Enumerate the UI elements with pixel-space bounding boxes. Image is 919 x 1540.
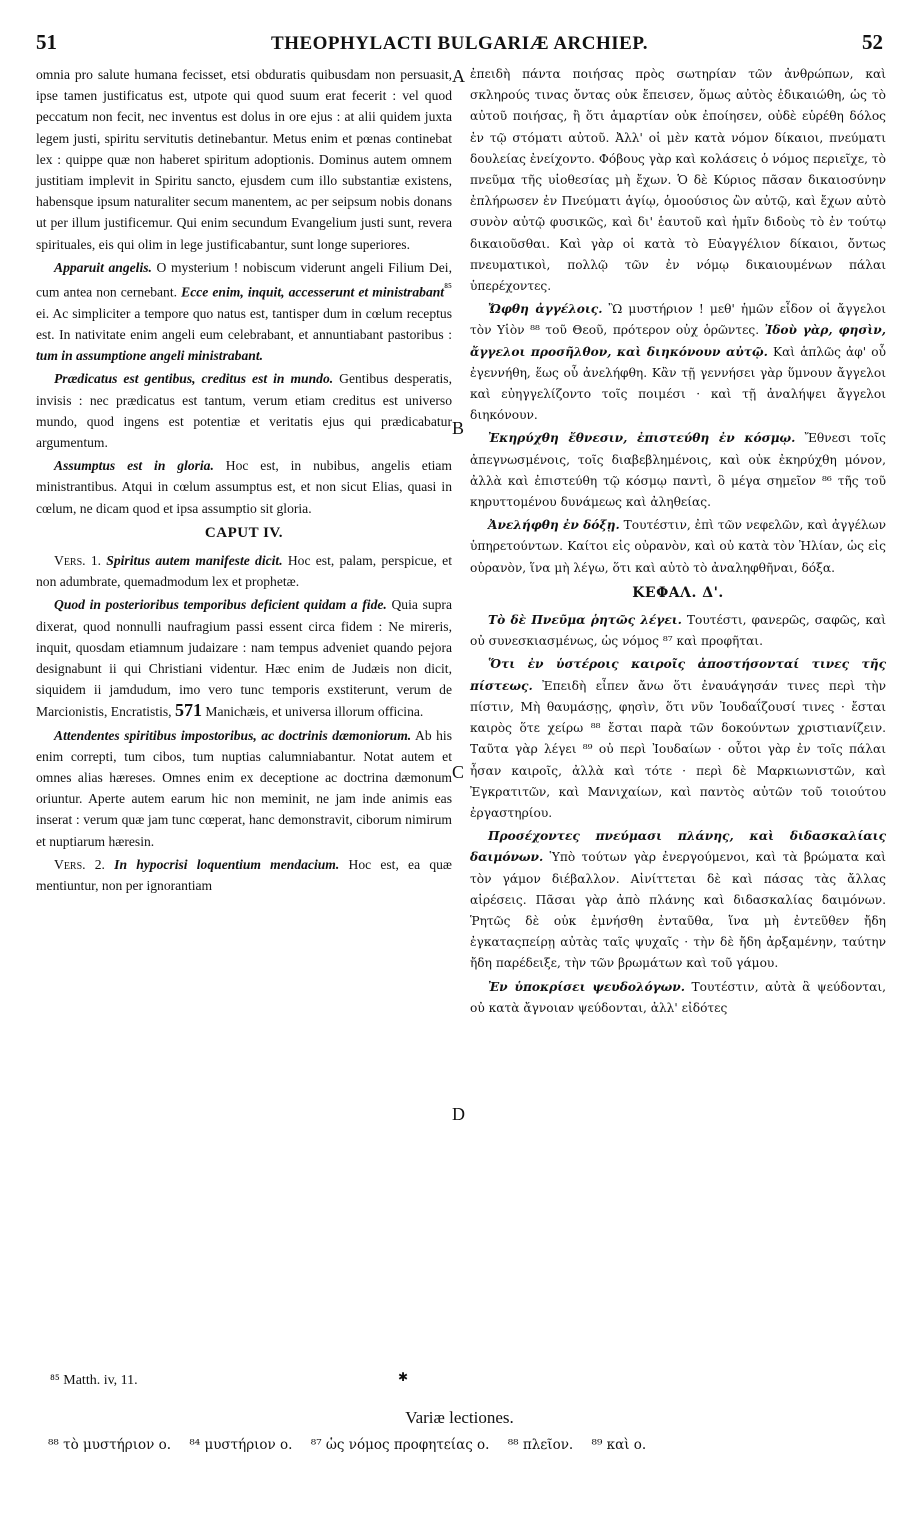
right-page-number: 52 (861, 30, 883, 54)
greek-paragraph: Ὤφθη ἀγγέλοις. Ὢ μυστήριον ! μεθ' ἡμῶν εἶδον οἱ ἄγγελοι τὸν Υἱὸν ⁸⁸ τοῦ Θεοῦ, πρότερον οὐχ ὁρῶντες. Ἰδοὺ γὰρ, φησὶν, ἄγγελοι προσῆλθον, καὶ διηκόνουν αὐτῷ. Καὶ ἁπλῶς ἀφ' οὗ ἐγεννήθη, ἕως οὗ ἀνελήφθη. Κἂν τῇ γεννήσει γὰρ ὕμνουν ἄγγελοι καὶ εὐηγγελίζοντο τοῖς ποιμέσι · καὶ τῇ ἀναλήψει ἄγγελοι διηκόνουν. (470, 302, 887, 423)
column-number: 571 (174, 700, 202, 721)
latin-paragraph: Assumptus est in gloria. Hoc est, in nubibus, angelis etiam ministrantibus. Atqui in cœlum assumptus est, et non sicut Elias, quasi in cœlum, ne dicam quod et ipsa assumptio sit gloria. (36, 458, 452, 516)
margin-mark-d: D (452, 1104, 465, 1124)
variant-reading: ⁸⁸ τὸ μυστήριον ο. (48, 1437, 172, 1453)
running-header (36, 30, 883, 62)
asterisk-ornament: ✱ (398, 1370, 409, 1384)
greek-paragraph: Ὅτι ἐν ὑστέροις καιροῖς ἀποστήσονταί τινες τῆς πίστεως. Ἐπειδὴ εἶπεν ἄνω ὅτι ἐναυάγησάν τινες περὶ τὴν πίστιν, Μὴ θαυμάσῃς, φησὶν, ὅτι νῦν Ἰουδαΐζουσί τινες · ἔσται καιρὸς ὅτε χείρω ⁸⁸ ἔσται παρὰ τῶν δοκούντων χριστιανίζειν. Ταῦτα γὰρ λέγει ⁸⁹ οὐ περὶ Ἰουδαίων · οὗτοι γὰρ ἐν τοῖς πάλαι ἦσαν καιροῖς, ἀλλὰ καὶ τότε · περὶ δὲ Μαρκιωνιστῶν, καὶ Ἐγκρατιτῶν, καὶ Μανιχαίων, καὶ παντὸς αὐτῶν τοῦ τοιούτου ἐργαστηρίου. (470, 657, 887, 820)
latin-paragraph: Apparuit angelis. O mysterium ! nobiscum viderunt angeli Filium Dei, cum antea non cernebant. Ecce enim, inquit, accesserunt et ministrabant$^{^{85}}$ ei. Ac simpliciter a tempore quo natus est, tantisper dum in cœlum receptus est. In nativitate enim angeli eum celebrabant, et annuntiabant pastoribus : tum in assumptione angeli ministrabant. (36, 259, 452, 364)
latin-chapter-heading: CAPUT IV. (204, 524, 284, 541)
greek-paragraph: Ἀνελήφθη ἐν δόξῃ. Τουτέστιν, ἐπὶ τῶν νεφελῶν, καὶ ἀγγέλων ὑπηρετούντων. Καίτοι εἰς οὐρανὸν, καὶ οὐ κατὰ τὸν Ἠλίαν, ὡς εἰς οὐρανὸν, ἵνα μὴ λέγω, ὅτι καὶ αὐτὸ τὸ ἀναληφθῆναι, δόξα. (470, 518, 887, 575)
greek-paragraph: Τὸ δὲ Πνεῦμα ῥητῶς λέγει. Τουτέστι, φανερῶς, σαφῶς, καὶ οὐ συνεσκιασμένως, ὡς νόμος ⁸⁷ καὶ προφῆται. (470, 613, 886, 649)
variant-reading: ⁸⁴ μυστήριον ο. (189, 1437, 293, 1453)
margin-mark-b: B (452, 418, 465, 438)
variant-reading: ⁸⁸ πλεῖον. (507, 1437, 574, 1453)
margin-mark-a: A (452, 66, 465, 86)
latin-paragraph: Prædicatus est gentibus, creditus est in mundo. Gentibus desperatis, invisis : nec prædicatus est tantum, verum etiam creditus est universo mundo, quod ingens est potentiæ et veritatis ejus qui prædicabatur argumentum. (36, 371, 452, 450)
latin-paragraph: Vers. 1. Spiritus autem manifeste dicit. Hoc est, palam, perspicue, et non adumbrate, quemadmodum lex et prophetæ. (36, 553, 452, 590)
footnote: ⁸⁵ Matth. iv, 11. (50, 1373, 138, 1388)
greek-paragraph: ἐπειδὴ πάντα ποιήσας πρὸς σωτηρίαν τῶν ἀνθρώπων, καὶ σκληρούς τινας ὄντας οὐκ ἔπεισεν, ὅμως αὐτὸς ἐδικαιώθη, ὡς τὸ αὐτοῦ ποιήσας, ἢ ὅτι ἁμαρτίαν οὐκ ἐποίησεν, οὐδὲ εὑρέθη δόλος ἐν τῷ στόματι αὐτοῦ. Ἀλλ' οἱ μὲν κατὰ νόμον δίκαιοι, πνεύματι δουλείας ἐνείχοντο. Φόβους γὰρ καὶ κολάσεις ὁ νόμος περιεῖχε, τὸ πνεῦμα τῆς υἱοθεσίας μὴ ἔχων. Ὁ δὲ Κύριος πᾶσαν δικαιοσύνην ἐπλήρωσεν ἐν Πνεύματι ἁγίῳ, ὁμοούσιος ὢν αὐτῷ, καὶ ἔχων αὐτὸ συνὸν αὐτῷ φυσικῶς, καὶ δι' ἑαυτοῦ καὶ ἡμῖν διδοὺς τὸ ἐν τούτῳ δικαιοῦσθαι. Καὶ γὰρ οἱ κατὰ τὸ Εὐαγγέλιον δίκαιοι, ὄντως πνευματικοὶ, πολλῷ τῶν ἐν νόμῳ δικαιουμένων πάλαι ὑπερέχοντες. (470, 67, 886, 294)
variant-reading: ⁸⁷ ὡς νόμος προφητείας ο. (310, 1437, 490, 1453)
latin-column (36, 64, 452, 898)
greek-paragraph: Ἐκηρύχθη ἔθνεσιν, ἐπιστεύθη ἐν κόσμῳ. Ἔθνεσι τοῖς ἀπεγνωσμένοις, τοῖς διαβεβλημένοις, καὶ οὐκ ἐκηρύχθη μόνον, ἀλλὰ καὶ ἐπιστεύθη τῷ κόσμῳ παντὶ, ὃ μέγα σημεῖον ⁸⁶ τῆς τοῦ κηρυττομένου δυνάμεως καὶ ἀληθείας. (470, 431, 886, 510)
greek-column (470, 64, 886, 1021)
latin-paragraph: Attendentes spiritibus impostoribus, ac doctrinis dæmoniorum. Ab his enim correpti, tum cibos, tum nuptias calumniabantur. Notat autem et omnes alias hæreses. Omnes enim ex deceptione ac doctrina dæmonum oriuntur. Aperte autem earum hic non meminit, ne jam inde animis eas inserat : verum quæ jam tunc cœperat, hanc demonstravit, ciborum nimirum et nuptiarum hæresin. (36, 727, 452, 849)
latin-paragraph: omnia pro salute humana fecisset, etsi obduratis quibusdam non persuasit, ipse tamen justificatus est, utpote qui quod suum erat fecerit : vel quod peccatum non fecit, nec inventus est dolus in ore ejus : at alii quidem juxta legem justi, spiritu servitutis detinebantur. Metus enim et pœnas continebat lex : quippe quæ non haberet spiritum adoptionis. Dominus autem omnem justitiam implevit in Spiritu sancto, ejusdem cum illo substantiæ existens, habensque ipsum naturaliter secum manentem, ac per seipsum nobis donans ut per illum justificemur. Qui enim secundum Evangelium justi sunt, revera spirituales, eis qui olim in lege justificabantur, sunt longe superiores. (36, 67, 452, 252)
variant-readings (48, 1437, 883, 1453)
greek-paragraph: Ἐν ὑποκρίσει ψευδολόγων. Τουτέστιν, αὐτὰ ἃ ψεύδονται, οὐ κατὰ ἄγνοιαν ψεύδονται, ἀλλ' εἰδότες (470, 979, 887, 1015)
running-title: THEOPHYLACTI BULGARIÆ ARCHIEP. (271, 33, 648, 54)
latin-paragraph: Quod in posterioribus temporibus deficient quidam a fide. Quia supra dixerat, quod nonnulli naufragium passi essent circa fidem : Ne mireris, inquit, quosdam etiamnum judaizare : nam tempus adveniet quando pejora designabunt ii qui Christiani videntur. Hæc enim de Judæis non dicit, siquidem ii jamdudum, imo vero tunc temporis exstiterunt, verum de Marcionistis, Encratistis, 571 Manichæis, et universa illorum officina. (36, 597, 452, 721)
margin-mark-c: C (452, 762, 465, 782)
greek-chapter-heading: ΚΕΦΑΛ. Δ'. (632, 584, 724, 601)
left-page-number: 51 (36, 30, 57, 54)
variant-reading: ⁸⁹ καὶ ο. (591, 1437, 647, 1453)
greek-paragraph: Προσέχοντες πνεύμασι πλάνης, καὶ διδασκαλίαις δαιμόνων. Ὑπὸ τούτων γὰρ ἐνεργούμενοι, καὶ τὰ βρώματα καὶ τὸν γάμον διέβαλλον. Αἰνίττεται δὲ καὶ πάσας τὰς ἄλλας αἱρέσεις. Πᾶσαι γὰρ ἀπὸ πλάνης καὶ διδασκαλίας δαιμόνων. Ῥητῶς δὲ οὐκ ἐμνήσθη ἐνταῦθα, ἵνα μὴ ἐντεῦθεν ἤδη ἐγκαταςπείρῃ αὐτὰς ταῖς ψυχαῖς · τὴν δὲ ἤδη ἀρξαμένην, ταύτην ἤδη παρέδειξε, τὴν τῶν βρωμάτων καὶ τοῦ γάμου. (470, 829, 886, 971)
variae-lectiones-heading: Variæ lectiones. (405, 1408, 514, 1427)
latin-paragraph: Vers. 2. In hypocrisi loquentium mendacium. Hoc est, ea quæ mentiuntur, non per ignorantiam (36, 856, 452, 894)
